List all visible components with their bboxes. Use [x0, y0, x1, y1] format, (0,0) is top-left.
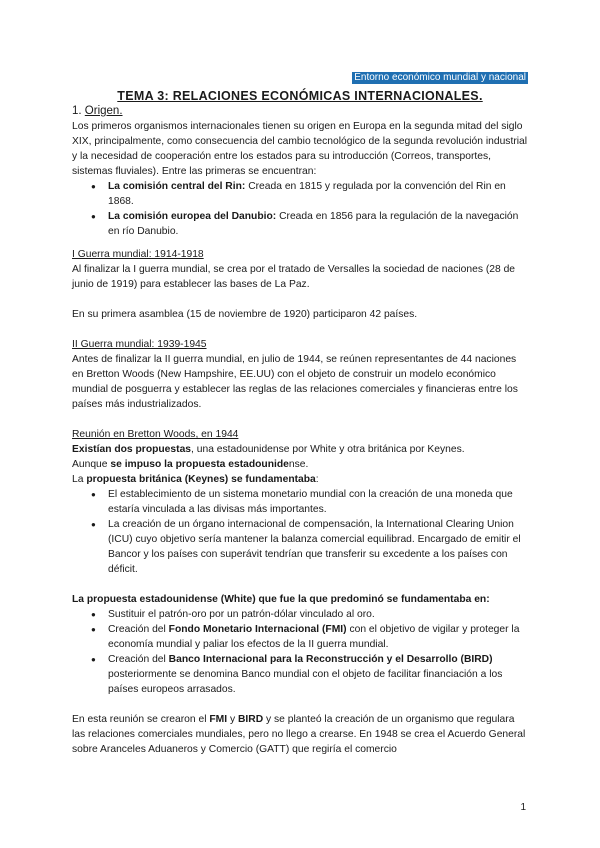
keynes-list [72, 487, 528, 577]
text: posteriormente se denomina Banco mundial con el objeto de facilitar financiación a los países europeos arrasados. [108, 669, 503, 695]
ww1-paragraph-2: En su primera asamblea (15 de noviembre de 1920) participaron 42 países. [72, 309, 418, 320]
text: La [72, 474, 87, 485]
text: y [227, 714, 238, 725]
text: con el objetivo de vigilar y proteger la economía mundial y paliar los efectos de la II guerra mundial. [108, 624, 520, 650]
text: y se planteó la creación de un organismo que regulara las relaciones comerciales mundiales, pero no llego a crearse. En 1948 se crea el Acuerdo General sobre Aranceles Aduaneros y Comercio (GATT) que regiría el comercio [72, 714, 526, 755]
list-item [108, 209, 528, 239]
list-item-term: La comisión europea del Danubio: [108, 211, 277, 222]
ww1-heading: I Guerra mundial: 1914-1918 [72, 249, 204, 260]
list-item [108, 179, 528, 209]
bold-text: Existían dos propuestas [72, 444, 192, 455]
bretton-line-3 [72, 472, 528, 487]
list-item [108, 622, 528, 652]
section-number: 1. [72, 105, 82, 117]
document-body [72, 88, 528, 757]
white-heading [72, 592, 528, 607]
ww2-paragraph: Antes de finalizar la II guerra mundial, en julio de 1944, se reúnen representantes de 44 naciones en Bretton Woods (New Hampshire, EE.UU) con el objeto de construir un modelo económico mundial de posguerra y establecer las reglas de las relaciones comerciales y financieras entre los países más industrializados. [72, 354, 518, 410]
page-number: 1 [520, 802, 526, 813]
bold-text: La propuesta estadounidense (White) que fue la que predominó se fundamentaba en: [72, 594, 490, 605]
bold-text: BIRD [237, 714, 264, 725]
closing-paragraph [72, 712, 528, 757]
ww2-heading: II Guerra mundial: 1939-1945 [72, 339, 207, 350]
text: : [315, 474, 319, 485]
list-item-text: Creada en 1856 para la regulación de la navegación en río Danubio. [108, 211, 519, 237]
list-item-text: Creada en 1815 y regulada por la convención del Rin en 1868. [108, 181, 506, 207]
text: nse. [288, 459, 309, 470]
header-tag: Entorno económico mundial y nacional [354, 72, 526, 83]
text: Creación del [108, 624, 169, 635]
text: Aunque [72, 459, 111, 470]
list-item: ● Sustituir el patrón-oro por un patrón-dólar vinculado al oro. [108, 607, 528, 622]
page-title: TEMA 3: RELACIONES ECONÓMICAS INTERNACIONALES. [117, 89, 483, 103]
bold-text: se impuso la propuesta estadounide [110, 459, 289, 470]
text: , una estadounidense por White y otra británica por Keynes. [191, 444, 465, 455]
text: En esta reunión se crearon el [72, 714, 210, 725]
bretton-line-2 [72, 457, 528, 472]
list-item: ● El establecimiento de un sistema monetario mundial con la creación de una moneda que estaría vinculada a las divisas más importantes. [108, 487, 528, 517]
list-item-term: La comisión central del Rin: [108, 181, 246, 192]
bold-text: Fondo Monetario Internacional (FMI) [168, 624, 347, 635]
white-list [72, 607, 528, 697]
bretton-heading: Reunión en Bretton Woods, en 1944 [72, 429, 239, 440]
ww1-paragraph-1: Al finalizar la I guerra mundial, se crea por el tratado de Versalles la sociedad de naciones (28 de junio de 1919) para establecer las bases de La Paz. [72, 264, 516, 290]
section-title: Origen. [84, 105, 123, 117]
bold-text: propuesta británica (Keynes) se fundamentaba [86, 474, 316, 485]
origin-list [72, 179, 528, 239]
list-item [108, 652, 528, 697]
bretton-line-1 [72, 442, 528, 457]
list-item: ● La creación de un órgano internacional de compensación, la International Clearing Union (ICU) cuyo objetivo sería mantener la balanza comercial equilibrad. Encargado de emitir el Bancor y los países con superávit tendrían que transferir su excedente a los países con déficit. [108, 517, 528, 577]
bold-text: Banco Internacional para la Reconstrucción y el Desarrollo (BIRD) [168, 654, 493, 665]
text: Creación del [108, 654, 169, 665]
section-1-paragraph: Los primeros organismos internacionales tienen su origen en Europa en la segunda mitad del siglo XIX, principalmente, como consecuencia del cambio tecnológico de la segunda revolución industrial y la necesidad de cooperación entre los estados para su introducción (Correos, transportes, sistemas fluviales). Entre las primeras se encuentran: [72, 121, 528, 177]
bold-text: FMI [209, 714, 228, 725]
section-1-heading [72, 104, 528, 119]
